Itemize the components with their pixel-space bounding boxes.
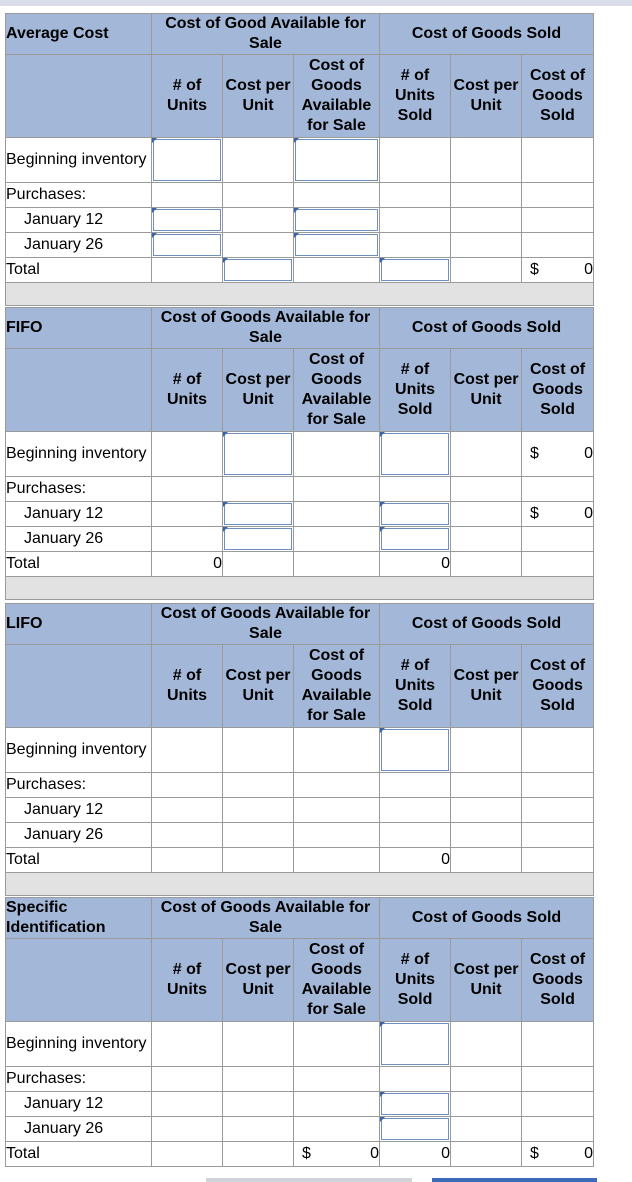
blank-header-cell [6, 939, 152, 1022]
section-title: Specific Identification [6, 898, 152, 939]
table-row-beginning [6, 432, 594, 477]
cell [451, 1067, 522, 1092]
cell [294, 1067, 380, 1092]
cogs-group-header: Cost of Goods Sold [380, 308, 594, 349]
cell [522, 848, 594, 873]
row-label-purchases: Purchases: [6, 1067, 152, 1092]
cost-per-unit-sold-header: Cost per Unit [451, 55, 522, 138]
cell [223, 1142, 294, 1167]
units-sold-header: # of Units Sold [380, 645, 451, 728]
cell [223, 798, 294, 823]
table-row-purchases [6, 183, 594, 208]
cell [152, 502, 223, 527]
cell [451, 432, 522, 477]
table-row-beginning [6, 1022, 594, 1067]
row-label-purchases: Purchases: [6, 183, 152, 208]
lifo-table [5, 603, 594, 896]
cost-per-unit-header: Cost per Unit [223, 55, 294, 138]
row-label-jan26: January 26 [6, 527, 152, 552]
row-label-jan26: January 26 [6, 233, 152, 258]
cogs-group-header: Cost of Goods Sold [380, 604, 594, 645]
cell [294, 432, 380, 477]
jan26-units-sold-input[interactable] [380, 527, 451, 552]
cogas-group-header: Cost of Goods Available for Sale [152, 898, 380, 939]
cell [152, 773, 223, 798]
cell [223, 552, 294, 577]
jan12-units-sold-input[interactable] [380, 502, 451, 527]
fifo-table [5, 307, 594, 600]
total-cost-per-unit-input[interactable] [223, 258, 294, 283]
cell [294, 1117, 380, 1142]
jan26-cost-per-unit-input[interactable] [223, 527, 294, 552]
table-row-jan26 [6, 527, 594, 552]
cogas-header: Cost of Goods Available for Sale [294, 55, 380, 138]
row-label-jan12: January 12 [6, 502, 152, 527]
cell [294, 728, 380, 773]
beginning-cogs-value: $ 0 [522, 432, 594, 477]
units-header: # of Units [152, 645, 223, 728]
cell [380, 233, 451, 258]
row-label-beginning: Beginning inventory [6, 432, 152, 477]
units-sold-header: # of Units Sold [380, 349, 451, 432]
jan26-cogas-input[interactable] [294, 233, 380, 258]
jan12-cogas-input[interactable] [294, 208, 380, 233]
cell [152, 823, 223, 848]
cell [223, 1117, 294, 1142]
cell [152, 258, 223, 283]
jan12-units-sold-input[interactable] [380, 1092, 451, 1117]
cell [152, 848, 223, 873]
cell [294, 258, 380, 283]
cell [451, 183, 522, 208]
blank-header-cell [6, 55, 152, 138]
cell [380, 823, 451, 848]
table-row-jan12 [6, 798, 594, 823]
total-units-sold-value: 0 [380, 1142, 451, 1167]
cost-per-unit-sold-header: Cost per Unit [451, 349, 522, 432]
table-row-purchases [6, 1067, 594, 1092]
table-row-jan12 [6, 1092, 594, 1117]
section-title: LIFO [6, 604, 152, 645]
cell [152, 1067, 223, 1092]
cell [451, 258, 522, 283]
row-label-total: Total [6, 848, 152, 873]
cogs-header: Cost of Goods Sold [522, 349, 594, 432]
cogas-header: Cost of Goods Available for Sale [294, 349, 380, 432]
units-sold-header: # of Units Sold [380, 55, 451, 138]
table-row-jan12 [6, 502, 594, 527]
scrollbar-left[interactable] [206, 1178, 412, 1182]
cell [451, 208, 522, 233]
cell [451, 848, 522, 873]
table-row-purchases [6, 773, 594, 798]
cell [152, 728, 223, 773]
cell [451, 773, 522, 798]
cell [451, 1117, 522, 1142]
cell [380, 798, 451, 823]
units-header: # of Units [152, 349, 223, 432]
cogas-group-header: Cost of Goods Available for Sale [152, 308, 380, 349]
row-label-jan26: January 26 [6, 823, 152, 848]
cell [223, 477, 294, 502]
cell [451, 823, 522, 848]
units-header: # of Units [152, 939, 223, 1022]
cell [152, 1117, 223, 1142]
cell [451, 1142, 522, 1167]
cell [152, 1092, 223, 1117]
section-divider [6, 577, 594, 600]
cell [522, 233, 594, 258]
row-label-purchases: Purchases: [6, 773, 152, 798]
cell [380, 1067, 451, 1092]
cell [152, 798, 223, 823]
blank-header-cell [6, 349, 152, 432]
cell [522, 477, 594, 502]
cell [522, 1117, 594, 1142]
cell [451, 1092, 522, 1117]
total-units-sold-value: 0 [380, 552, 451, 577]
table-row-total [6, 258, 594, 283]
cell [522, 798, 594, 823]
section-divider [6, 873, 594, 896]
row-label-beginning: Beginning inventory [6, 138, 152, 183]
cell [152, 477, 223, 502]
cell [223, 233, 294, 258]
cell [451, 552, 522, 577]
table-row-total [6, 552, 594, 577]
beginning-cogas-input[interactable] [294, 138, 380, 183]
cost-per-unit-header: Cost per Unit [223, 349, 294, 432]
cell [294, 798, 380, 823]
table-row-jan26 [6, 823, 594, 848]
cell [223, 823, 294, 848]
cell [223, 138, 294, 183]
specific-identification-table [5, 897, 594, 1167]
cell [223, 183, 294, 208]
cell [294, 477, 380, 502]
cell [522, 208, 594, 233]
cell [294, 773, 380, 798]
cogas-group-header: Cost of Goods Available for Sale [152, 604, 380, 645]
cell [294, 848, 380, 873]
beginning-units-input[interactable] [152, 138, 223, 183]
currency-symbol: $ [530, 261, 539, 278]
row-label-beginning: Beginning inventory [6, 1022, 152, 1067]
cell [522, 773, 594, 798]
cost-per-unit-header: Cost per Unit [223, 939, 294, 1022]
units-header: # of Units [152, 55, 223, 138]
cell [451, 798, 522, 823]
cogs-header: Cost of Goods Sold [522, 645, 594, 728]
cell [223, 208, 294, 233]
beginning-units-sold-input[interactable] [380, 432, 451, 477]
row-label-beginning: Beginning inventory [6, 728, 152, 773]
cell [522, 183, 594, 208]
cell [522, 1022, 594, 1067]
cell [380, 773, 451, 798]
cost-per-unit-sold-header: Cost per Unit [451, 939, 522, 1022]
table-row-purchases [6, 477, 594, 502]
units-sold-header: # of Units Sold [380, 939, 451, 1022]
row-label-total: Total [6, 258, 152, 283]
row-label-jan12: January 12 [6, 1092, 152, 1117]
cell [522, 527, 594, 552]
total-units-value: 0 [152, 552, 223, 577]
cell [294, 502, 380, 527]
jan12-units-input[interactable] [152, 208, 223, 233]
table-row-total [6, 1142, 594, 1167]
cell [223, 1022, 294, 1067]
cell [152, 1142, 223, 1167]
table-row-jan12 [6, 208, 594, 233]
cost-per-unit-header: Cost per Unit [223, 645, 294, 728]
row-label-jan12: January 12 [6, 798, 152, 823]
cell [451, 233, 522, 258]
cell [152, 183, 223, 208]
currency-symbol: $ [530, 445, 539, 462]
cell [451, 138, 522, 183]
currency-symbol: $ [530, 1145, 539, 1162]
total-cogs-value: $ 0 [522, 258, 594, 283]
top-scroll-bar [0, 0, 632, 6]
total-cogas-value: $ 0 [294, 1142, 380, 1167]
cogas-group-header: Cost of Good Available for Sale [152, 14, 380, 55]
row-label-jan12: January 12 [6, 208, 152, 233]
blank-header-cell [6, 645, 152, 728]
cell [380, 183, 451, 208]
cell [223, 773, 294, 798]
cogs-header: Cost of Goods Sold [522, 939, 594, 1022]
section-title: Average Cost [6, 14, 152, 55]
cell [451, 527, 522, 552]
cogas-header: Cost of Goods Available for Sale [294, 939, 380, 1022]
cell [451, 502, 522, 527]
cell [522, 552, 594, 577]
cogs-group-header: Cost of Goods Sold [380, 898, 594, 939]
cell [522, 728, 594, 773]
cell [223, 1067, 294, 1092]
cell [223, 1092, 294, 1117]
total-units-sold-value: 0 [380, 848, 451, 873]
table-row-jan26 [6, 233, 594, 258]
row-label-purchases: Purchases: [6, 477, 152, 502]
beginning-units-sold-input[interactable] [380, 1022, 451, 1067]
cell [223, 848, 294, 873]
currency-symbol: $ [302, 1145, 311, 1162]
cell [522, 823, 594, 848]
jan26-units-sold-input[interactable] [380, 1117, 451, 1142]
beginning-units-sold-input[interactable] [380, 728, 451, 773]
cell [294, 183, 380, 208]
cell [522, 138, 594, 183]
cell [380, 138, 451, 183]
cell [451, 477, 522, 502]
total-units-sold-input[interactable] [380, 258, 451, 283]
cell [522, 1092, 594, 1117]
total-cogs-value: $ 0 [522, 1142, 594, 1167]
average-cost-table [5, 13, 594, 306]
beginning-cost-per-unit-input[interactable] [223, 432, 294, 477]
cell [294, 1092, 380, 1117]
cell [294, 527, 380, 552]
cell [152, 1022, 223, 1067]
row-label-total: Total [6, 552, 152, 577]
jan26-units-input[interactable] [152, 233, 223, 258]
section-divider [6, 283, 594, 306]
cell [380, 477, 451, 502]
cell [451, 1022, 522, 1067]
cell [294, 1022, 380, 1067]
cell [294, 552, 380, 577]
cell [152, 432, 223, 477]
table-row-beginning [6, 138, 594, 183]
row-label-jan26: January 26 [6, 1117, 152, 1142]
cell [380, 208, 451, 233]
cogas-header: Cost of Goods Available for Sale [294, 645, 380, 728]
cell [223, 728, 294, 773]
cell [294, 823, 380, 848]
cost-per-unit-sold-header: Cost per Unit [451, 645, 522, 728]
table-row-beginning [6, 728, 594, 773]
cell [152, 527, 223, 552]
jan12-cogs-value: $ 0 [522, 502, 594, 527]
currency-symbol: $ [530, 505, 539, 522]
cell [522, 1067, 594, 1092]
jan12-cost-per-unit-input[interactable] [223, 502, 294, 527]
table-row-total [6, 848, 594, 873]
scrollbar-right[interactable] [432, 1178, 597, 1182]
row-label-total: Total [6, 1142, 152, 1167]
cogs-group-header: Cost of Goods Sold [380, 14, 594, 55]
section-title: FIFO [6, 308, 152, 349]
table-row-jan26 [6, 1117, 594, 1142]
cell [451, 728, 522, 773]
cogs-header: Cost of Goods Sold [522, 55, 594, 138]
